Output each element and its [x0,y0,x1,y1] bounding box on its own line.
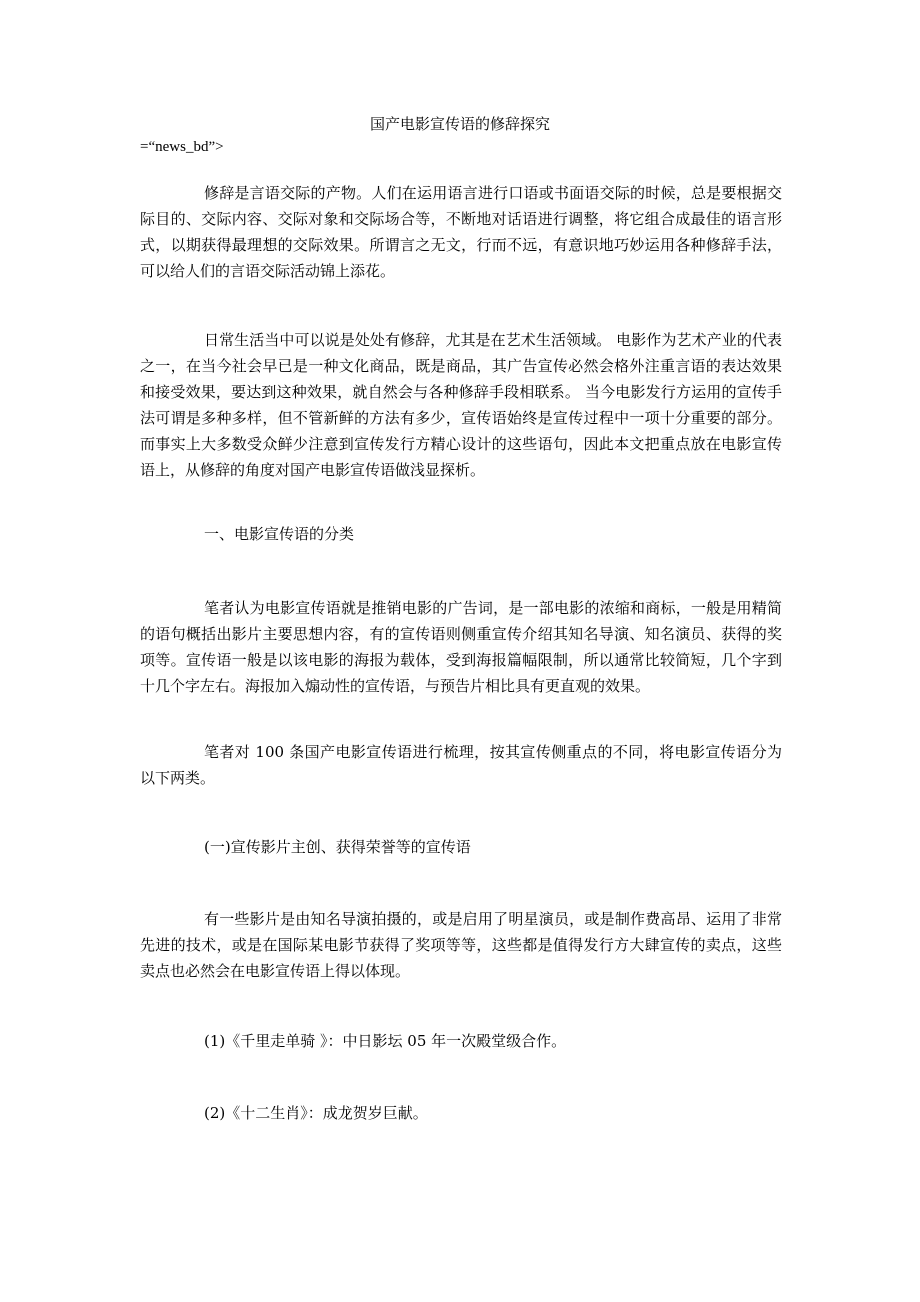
paragraph-selling-points: 有一些影片是由知名导演拍摄的，或是启用了明星演员，或是制作费高昂、运用了非常先进的技术，或是在国际某电影节获得了奖项等等，这些都是值得发行方大肆宣传的卖点，这些卖点也必然会在电影宣传语上得以体现。 [140,910,782,980]
section-heading-1: 一、电影宣传语的分类 [204,525,355,543]
example-2: (2)《十二生肖》：成龙贺岁巨献。 [204,1104,428,1122]
subsection-heading-1: (一)宣传影片主创、获得荣誉等的宣传语 [204,838,471,856]
paragraph-intro: 修辞是言语交际的产物。人们在运用语言进行口语或书面语交际的时候，总是要根据交际目的、交际内容、交际对象和交际场合等，不断地对话语进行调整，将它组合成最佳的语言形式，以期获得最理想的交际效果。所谓言之无文，行而不远，有意识地巧妙运用各种修辞手法，可以给人们的言语交际活动锦上添花。 [140,184,782,280]
paragraph-classification: 笔者对 100 条国产电影宣传语进行梳理，按其宣传侧重点的不同，将电影宣传语分为以下两类。 [140,743,782,787]
paragraph-definition: 笔者认为电影宣传语就是推销电影的广告词，是一部电影的浓缩和商标，一般是用精简的语句概括出影片主要思想内容，有的宣传语则侧重宣传介绍其知名导演、知名演员、获得的奖项等。宣传语一般是以该电影的海报为载体，受到海报篇幅限制，所以通常比较简短，几个字到十几个字左右。海报加入煽动性的宣传语，与预告片相比具有更直观的效果。 [140,599,782,695]
html-artifact-text: =“news_bd”> [140,139,224,155]
example-1: (1)《千里走单骑 》：中日影坛 05 年一次殿堂级合作。 [204,1032,567,1050]
document-title: 国产电影宣传语的修辞探究 [369,115,550,133]
paragraph-daily-life: 日常生活当中可以说是处处有修辞，尤其是在艺术生活领域。 电影作为艺术产业的代表之一，在当今社会早已是一种文化商品，既是商品，其广告宣传必然会格外注重言语的表达效果和接受效果，要达到这种效果，就自然会与各种修辞手段相联系。 当今电影发行方运用的宣传手法可谓是多种多样，但不管新鲜的方法有多少，宣传语始终是宣传过程中一项十分重要的部分。而事实上大多数受众鲜少注意到宣传发行方精心设计的这些语句，因此本文把重点放在电影宣传语上，从修辞的角度对国产电影宣传语做浅显探析。 [140,331,782,479]
